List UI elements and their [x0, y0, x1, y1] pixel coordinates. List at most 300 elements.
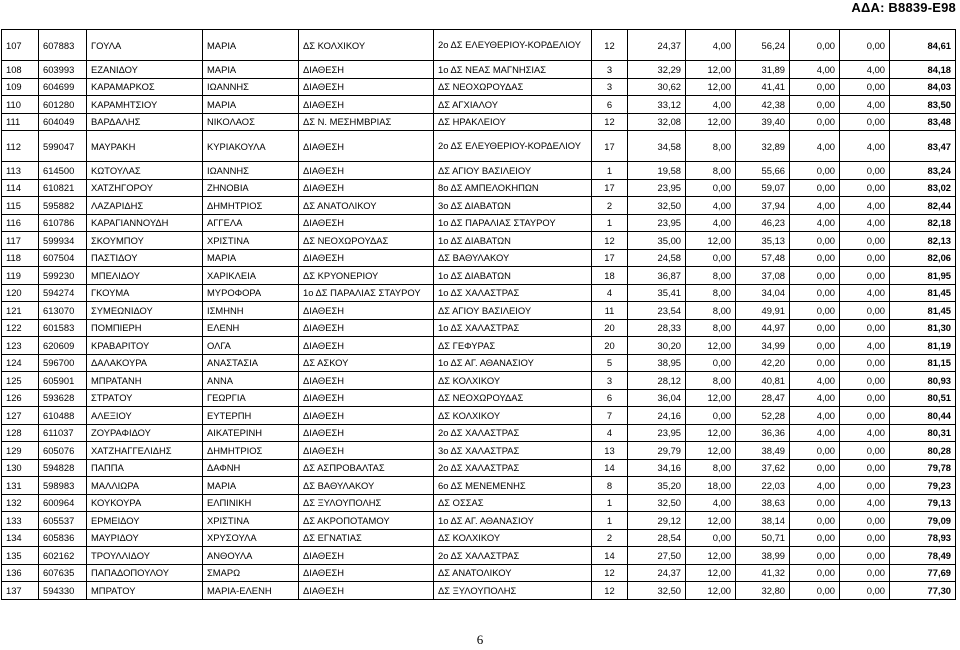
cell-score-c: 22,03	[736, 477, 790, 495]
cell-score-a: 30,62	[628, 78, 686, 96]
cell-target-school: 3ο ΔΣ ΧΑΛΑΣΤΡΑΣ	[434, 442, 592, 460]
cell-total-score: 81,45	[890, 284, 956, 302]
cell-area-code: 20	[592, 319, 628, 337]
cell-registry-no: 593628	[39, 389, 87, 407]
cell-score-b: 4,00	[686, 197, 736, 215]
cell-total-score: 81,30	[890, 319, 956, 337]
cell-surname: ΜΑΛΛΙΩΡΑ	[87, 477, 203, 495]
cell-origin-school: ΔΙΑΘΕΣΗ	[299, 407, 434, 425]
cell-score-e: 0,00	[840, 477, 890, 495]
cell-first-name: ΙΩΑΝΝΗΣ	[203, 78, 299, 96]
cell-surname: ΠΑΣΤΙΔΟΥ	[87, 249, 203, 267]
cell-score-a: 32,08	[628, 113, 686, 131]
cell-score-d: 0,00	[790, 179, 840, 197]
cell-total-score: 79,78	[890, 459, 956, 477]
cell-total-score: 83,47	[890, 131, 956, 162]
table-row	[2, 319, 956, 337]
cell-score-a: 28,54	[628, 529, 686, 547]
cell-seq-no: 121	[2, 302, 39, 320]
cell-registry-no: 601280	[39, 96, 87, 114]
cell-score-d: 0,00	[790, 494, 840, 512]
cell-target-school: ΔΣ ΗΡΑΚΛΕΙΟΥ	[434, 113, 592, 131]
cell-origin-school: 1ο ΔΣ ΠΑΡΑΛΙΑΣ ΣΤΑΥΡΟΥ	[299, 284, 434, 302]
cell-score-b: 8,00	[686, 284, 736, 302]
cell-total-score: 84,03	[890, 78, 956, 96]
cell-registry-no: 594274	[39, 284, 87, 302]
cell-score-e: 0,00	[840, 302, 890, 320]
cell-score-e: 0,00	[840, 512, 890, 530]
cell-score-d: 0,00	[790, 113, 840, 131]
cell-area-code: 4	[592, 284, 628, 302]
cell-score-e: 0,00	[840, 30, 890, 61]
cell-score-a: 23,95	[628, 424, 686, 442]
cell-area-code: 17	[592, 249, 628, 267]
cell-seq-no: 114	[2, 179, 39, 197]
cell-first-name: ΜΑΡΙΑ-ΕΛΕΝΗ	[203, 582, 299, 600]
cell-score-b: 4,00	[686, 494, 736, 512]
cell-seq-no: 107	[2, 30, 39, 61]
cell-origin-school: ΔΙΑΘΕΣΗ	[299, 547, 434, 565]
cell-target-school: ΔΣ ΚΟΛΧΙΚΟΥ	[434, 372, 592, 390]
cell-origin-school: ΔΙΑΘΕΣΗ	[299, 424, 434, 442]
cell-score-d: 0,00	[790, 529, 840, 547]
cell-surname: ΚΑΡΑΜΑΡΚΟΣ	[87, 78, 203, 96]
cell-score-e: 0,00	[840, 78, 890, 96]
cell-score-e: 4,00	[840, 96, 890, 114]
cell-score-d: 0,00	[790, 232, 840, 250]
cell-target-school: ΔΣ ΚΟΛΧΙΚΟΥ	[434, 407, 592, 425]
cell-area-code: 11	[592, 302, 628, 320]
page-number: 6	[476, 632, 484, 647]
cell-score-e: 4,00	[840, 197, 890, 215]
cell-score-a: 32,50	[628, 197, 686, 215]
cell-score-b: 0,00	[686, 249, 736, 267]
cell-first-name: ΧΡΙΣΤΙΝΑ	[203, 232, 299, 250]
cell-seq-no: 131	[2, 477, 39, 495]
cell-surname: ΚΑΡΑΜΗΤΣΙΟΥ	[87, 96, 203, 114]
cell-score-a: 23,95	[628, 179, 686, 197]
cell-seq-no: 110	[2, 96, 39, 114]
cell-seq-no: 111	[2, 113, 39, 131]
cell-total-score: 83,48	[890, 113, 956, 131]
cell-first-name: ΑΝΑΣΤΑΣΙΑ	[203, 354, 299, 372]
cell-surname: ΛΑΖΑΡΙΔΗΣ	[87, 197, 203, 215]
cell-first-name: ΑΙΚΑΤΕΡΙΝΗ	[203, 424, 299, 442]
cell-registry-no: 599230	[39, 267, 87, 285]
cell-score-e: 0,00	[840, 249, 890, 267]
cell-score-d: 0,00	[790, 547, 840, 565]
cell-area-code: 18	[592, 267, 628, 285]
cell-score-e: 0,00	[840, 389, 890, 407]
cell-total-score: 82,13	[890, 232, 956, 250]
cell-registry-no: 605836	[39, 529, 87, 547]
cell-origin-school: ΔΙΑΘΕΣΗ	[299, 564, 434, 582]
cell-seq-no: 128	[2, 424, 39, 442]
cell-origin-school: ΔΣ ΝΕΟΧΩΡΟΥΔΑΣ	[299, 232, 434, 250]
cell-score-c: 44,97	[736, 319, 790, 337]
cell-score-b: 8,00	[686, 319, 736, 337]
cell-score-d: 0,00	[790, 564, 840, 582]
cell-registry-no: 607883	[39, 30, 87, 61]
cell-score-c: 41,32	[736, 564, 790, 582]
cell-score-a: 29,12	[628, 512, 686, 530]
cell-score-c: 28,47	[736, 389, 790, 407]
cell-area-code: 17	[592, 179, 628, 197]
table-row	[2, 249, 956, 267]
table-row	[2, 424, 956, 442]
cell-area-code: 7	[592, 407, 628, 425]
table-row	[2, 284, 956, 302]
cell-target-school: ΔΣ ΑΓΙΟΥ ΒΑΣΙΛΕΙΟΥ	[434, 162, 592, 180]
cell-area-code: 12	[592, 564, 628, 582]
cell-score-b: 12,00	[686, 78, 736, 96]
cell-origin-school: ΔΙΑΘΕΣΗ	[299, 337, 434, 355]
cell-score-d: 4,00	[790, 61, 840, 79]
cell-target-school: 1ο ΔΣ ΠΑΡΑΛΙΑΣ ΣΤΑΥΡΟΥ	[434, 214, 592, 232]
cell-total-score: 78,49	[890, 547, 956, 565]
cell-score-e: 4,00	[840, 214, 890, 232]
cell-score-d: 4,00	[790, 389, 840, 407]
cell-surname: ΚΑΡΑΓΙΑΝΝΟΥΔΗ	[87, 214, 203, 232]
cell-origin-school: ΔΣ ΚΟΛΧΙΚΟΥ	[299, 30, 434, 61]
cell-score-c: 42,38	[736, 96, 790, 114]
cell-seq-no: 113	[2, 162, 39, 180]
cell-area-code: 12	[592, 582, 628, 600]
cell-area-code: 14	[592, 459, 628, 477]
cell-score-a: 32,50	[628, 494, 686, 512]
cell-first-name: ΜΑΡΙΑ	[203, 30, 299, 61]
cell-seq-no: 115	[2, 197, 39, 215]
cell-score-a: 30,20	[628, 337, 686, 355]
cell-score-b: 12,00	[686, 424, 736, 442]
cell-first-name: ΜΥΡΟΦΟΡΑ	[203, 284, 299, 302]
table-row	[2, 372, 956, 390]
cell-score-d: 0,00	[790, 162, 840, 180]
cell-origin-school: ΔΙΑΘΕΣΗ	[299, 442, 434, 460]
cell-area-code: 2	[592, 197, 628, 215]
table-row	[2, 197, 956, 215]
cell-score-b: 12,00	[686, 547, 736, 565]
cell-score-e: 0,00	[840, 113, 890, 131]
cell-score-e: 0,00	[840, 232, 890, 250]
cell-first-name: ΧΡΥΣΟΥΛΑ	[203, 529, 299, 547]
cell-target-school: 2ο ΔΣ ΧΑΛΑΣΤΡΑΣ	[434, 459, 592, 477]
cell-seq-no: 127	[2, 407, 39, 425]
cell-seq-no: 118	[2, 249, 39, 267]
cell-area-code: 1	[592, 214, 628, 232]
cell-score-b: 4,00	[686, 96, 736, 114]
cell-score-d: 4,00	[790, 424, 840, 442]
cell-registry-no: 610488	[39, 407, 87, 425]
cell-registry-no: 611037	[39, 424, 87, 442]
cell-score-e: 0,00	[840, 267, 890, 285]
cell-surname: ΑΛΕΞΙΟΥ	[87, 407, 203, 425]
cell-first-name: ΔΗΜΗΤΡΙΟΣ	[203, 442, 299, 460]
cell-score-d: 0,00	[790, 512, 840, 530]
cell-seq-no: 129	[2, 442, 39, 460]
cell-seq-no: 112	[2, 131, 39, 162]
cell-target-school: 2ο ΔΣ ΧΑΛΑΣΤΡΑΣ	[434, 547, 592, 565]
cell-score-d: 0,00	[790, 337, 840, 355]
cell-total-score: 80,28	[890, 442, 956, 460]
cell-first-name: ΑΓΓΕΛΑ	[203, 214, 299, 232]
cell-origin-school: ΔΙΑΘΕΣΗ	[299, 389, 434, 407]
cell-origin-school: ΔΙΑΘΕΣΗ	[299, 302, 434, 320]
cell-registry-no: 614500	[39, 162, 87, 180]
cell-registry-no: 599934	[39, 232, 87, 250]
cell-score-d: 0,00	[790, 582, 840, 600]
cell-target-school: ΔΣ ΒΑΘΥΛΑΚΟΥ	[434, 249, 592, 267]
table-row	[2, 267, 956, 285]
table-row	[2, 547, 956, 565]
cell-seq-no: 109	[2, 78, 39, 96]
cell-score-c: 38,99	[736, 547, 790, 565]
cell-score-d: 0,00	[790, 78, 840, 96]
cell-score-c: 36,36	[736, 424, 790, 442]
cell-origin-school: ΔΙΑΘΕΣΗ	[299, 372, 434, 390]
table-row	[2, 529, 956, 547]
cell-score-e: 0,00	[840, 582, 890, 600]
cell-score-b: 12,00	[686, 61, 736, 79]
cell-origin-school: ΔΙΑΘΕΣΗ	[299, 249, 434, 267]
cell-origin-school: ΔΣ ΚΡΥΟΝΕΡΙΟΥ	[299, 267, 434, 285]
cell-score-c: 42,20	[736, 354, 790, 372]
cell-score-a: 23,54	[628, 302, 686, 320]
cell-surname: ΒΑΡΔΑΛΗΣ	[87, 113, 203, 131]
cell-total-score: 84,18	[890, 61, 956, 79]
cell-registry-no: 607635	[39, 564, 87, 582]
cell-score-c: 34,04	[736, 284, 790, 302]
cell-total-score: 83,50	[890, 96, 956, 114]
cell-score-a: 19,58	[628, 162, 686, 180]
cell-target-school: 2ο ΔΣ ΕΛΕΥΘΕΡΙΟΥ-ΚΟΡΔΕΛΙΟΥ	[434, 30, 592, 61]
cell-score-c: 38,14	[736, 512, 790, 530]
cell-seq-no: 134	[2, 529, 39, 547]
cell-area-code: 3	[592, 372, 628, 390]
cell-origin-school: ΔΣ ΒΑΘΥΛΑΚΟΥ	[299, 477, 434, 495]
cell-score-c: 52,28	[736, 407, 790, 425]
cell-score-b: 12,00	[686, 232, 736, 250]
cell-score-a: 33,12	[628, 96, 686, 114]
cell-target-school: 1ο ΔΣ ΑΓ. ΑΘΑΝΑΣΙΟΥ	[434, 512, 592, 530]
cell-score-e: 0,00	[840, 354, 890, 372]
cell-origin-school: ΔΣ ΕΓΝΑΤΙΑΣ	[299, 529, 434, 547]
cell-total-score: 82,06	[890, 249, 956, 267]
cell-total-score: 82,18	[890, 214, 956, 232]
cell-origin-school: ΔΙΑΘΕΣΗ	[299, 162, 434, 180]
cell-target-school: ΔΣ ΑΝΑΤΟΛΙΚΟΥ	[434, 564, 592, 582]
cell-first-name: ΕΛΕΝΗ	[203, 319, 299, 337]
cell-registry-no: 603993	[39, 61, 87, 79]
cell-surname: ΚΡΑΒΑΡΙΤΟΥ	[87, 337, 203, 355]
cell-score-b: 12,00	[686, 442, 736, 460]
cell-first-name: ΣΜΑΡΩ	[203, 564, 299, 582]
cell-score-a: 24,58	[628, 249, 686, 267]
cell-score-c: 32,89	[736, 131, 790, 162]
cell-total-score: 78,93	[890, 529, 956, 547]
cell-target-school: 1ο ΔΣ ΔΙΑΒΑΤΩΝ	[434, 232, 592, 250]
cell-surname: ΣΤΡΑΤΟΥ	[87, 389, 203, 407]
cell-registry-no: 602162	[39, 547, 87, 565]
cell-score-b: 12,00	[686, 564, 736, 582]
cell-origin-school: ΔΣ ΞΥΛΟΥΠΟΛΗΣ	[299, 494, 434, 512]
cell-target-school: ΔΣ ΑΓΧΙΑΛΟΥ	[434, 96, 592, 114]
cell-score-e: 4,00	[840, 424, 890, 442]
cell-score-a: 24,37	[628, 564, 686, 582]
cell-first-name: ΑΝΘΟΥΛΑ	[203, 547, 299, 565]
table-row	[2, 459, 956, 477]
cell-total-score: 84,61	[890, 30, 956, 61]
cell-seq-no: 137	[2, 582, 39, 600]
table-row	[2, 564, 956, 582]
cell-origin-school: ΔΙΑΘΕΣΗ	[299, 61, 434, 79]
cell-origin-school: ΔΙΑΘΕΣΗ	[299, 319, 434, 337]
cell-seq-no: 120	[2, 284, 39, 302]
cell-surname: ΜΠΕΛΙΔΟΥ	[87, 267, 203, 285]
cell-score-b: 12,00	[686, 113, 736, 131]
cell-surname: ΜΑΥΡΑΚΗ	[87, 131, 203, 162]
cell-area-code: 12	[592, 113, 628, 131]
cell-score-a: 36,04	[628, 389, 686, 407]
cell-registry-no: 600964	[39, 494, 87, 512]
cell-registry-no: 604049	[39, 113, 87, 131]
cell-surname: ΧΑΤΖΗΓΟΡΟΥ	[87, 179, 203, 197]
table-row	[2, 442, 956, 460]
cell-score-c: 38,63	[736, 494, 790, 512]
cell-score-e: 4,00	[840, 61, 890, 79]
cell-registry-no: 610821	[39, 179, 87, 197]
cell-seq-no: 117	[2, 232, 39, 250]
cell-total-score: 77,30	[890, 582, 956, 600]
cell-seq-no: 136	[2, 564, 39, 582]
cell-total-score: 80,44	[890, 407, 956, 425]
cell-score-d: 0,00	[790, 284, 840, 302]
cell-score-c: 31,89	[736, 61, 790, 79]
cell-area-code: 3	[592, 78, 628, 96]
cell-registry-no: 613070	[39, 302, 87, 320]
cell-target-school: 1ο ΔΣ ΑΓ. ΑΘΑΝΑΣΙΟΥ	[434, 354, 592, 372]
cell-registry-no: 596700	[39, 354, 87, 372]
cell-total-score: 83,24	[890, 162, 956, 180]
cell-area-code: 1	[592, 494, 628, 512]
cell-score-c: 57,48	[736, 249, 790, 267]
cell-area-code: 12	[592, 232, 628, 250]
cell-score-a: 32,29	[628, 61, 686, 79]
cell-score-d: 4,00	[790, 197, 840, 215]
cell-registry-no: 607504	[39, 249, 87, 267]
cell-surname: ΔΑΛΑΚΟΥΡΑ	[87, 354, 203, 372]
cell-surname: ΖΟΥΡΑΦΙΔΟΥ	[87, 424, 203, 442]
cell-seq-no: 125	[2, 372, 39, 390]
cell-score-d: 0,00	[790, 459, 840, 477]
cell-target-school: ΔΣ ΝΕΟΧΩΡΟΥΔΑΣ	[434, 78, 592, 96]
cell-score-c: 41,41	[736, 78, 790, 96]
cell-surname: ΧΑΤΖΗΑΓΓΕΛΙΔΗΣ	[87, 442, 203, 460]
cell-score-a: 35,00	[628, 232, 686, 250]
cell-area-code: 1	[592, 162, 628, 180]
table-row	[2, 214, 956, 232]
cell-score-d: 4,00	[790, 372, 840, 390]
cell-area-code: 20	[592, 337, 628, 355]
cell-score-a: 35,41	[628, 284, 686, 302]
cell-first-name: ΧΡΙΣΤΙΝΑ	[203, 512, 299, 530]
cell-registry-no: 605901	[39, 372, 87, 390]
cell-score-a: 36,87	[628, 267, 686, 285]
cell-score-c: 38,49	[736, 442, 790, 460]
cell-registry-no: 601583	[39, 319, 87, 337]
cell-area-code: 13	[592, 442, 628, 460]
cell-registry-no: 620609	[39, 337, 87, 355]
cell-surname: ΓΚΟΥΜΑ	[87, 284, 203, 302]
cell-registry-no: 605076	[39, 442, 87, 460]
cell-target-school: 2ο ΔΣ ΧΑΛΑΣΤΡΑΣ	[434, 424, 592, 442]
cell-score-b: 8,00	[686, 131, 736, 162]
cell-total-score: 80,51	[890, 389, 956, 407]
cell-first-name: ΕΛΠΙΝΙΚΗ	[203, 494, 299, 512]
cell-seq-no: 133	[2, 512, 39, 530]
cell-score-d: 0,00	[790, 302, 840, 320]
cell-surname: ΣΥΜΕΩΝΙΔΟΥ	[87, 302, 203, 320]
cell-surname: ΚΟΥΚΟΥΡΑ	[87, 494, 203, 512]
cell-score-e: 4,00	[840, 284, 890, 302]
cell-registry-no: 598983	[39, 477, 87, 495]
cell-score-a: 29,79	[628, 442, 686, 460]
cell-target-school: 1ο ΔΣ ΧΑΛΑΣΤΡΑΣ	[434, 284, 592, 302]
cell-score-c: 37,08	[736, 267, 790, 285]
cell-score-a: 24,16	[628, 407, 686, 425]
cell-score-a: 24,37	[628, 30, 686, 61]
cell-score-c: 35,13	[736, 232, 790, 250]
cell-score-a: 38,95	[628, 354, 686, 372]
cell-total-score: 81,95	[890, 267, 956, 285]
cell-score-e: 0,00	[840, 319, 890, 337]
cell-score-c: 46,23	[736, 214, 790, 232]
cell-total-score: 79,09	[890, 512, 956, 530]
cell-score-d: 4,00	[790, 477, 840, 495]
cell-score-e: 4,00	[840, 494, 890, 512]
table-row	[2, 78, 956, 96]
cell-origin-school: ΔΣ ΑΣΚΟΥ	[299, 354, 434, 372]
cell-score-b: 12,00	[686, 389, 736, 407]
cell-score-b: 12,00	[686, 512, 736, 530]
cell-seq-no: 126	[2, 389, 39, 407]
cell-surname: ΕΖΑΝΙΔΟΥ	[87, 61, 203, 79]
table-row	[2, 96, 956, 114]
cell-score-e: 0,00	[840, 407, 890, 425]
cell-score-b: 4,00	[686, 30, 736, 61]
cell-total-score: 80,31	[890, 424, 956, 442]
cell-area-code: 2	[592, 529, 628, 547]
cell-area-code: 8	[592, 477, 628, 495]
cell-origin-school: ΔΣ ΑΚΡΟΠΟΤΑΜΟΥ	[299, 512, 434, 530]
table-row	[2, 407, 956, 425]
cell-score-e: 0,00	[840, 162, 890, 180]
cell-score-b: 0,00	[686, 407, 736, 425]
cell-score-a: 35,20	[628, 477, 686, 495]
cell-total-score: 79,23	[890, 477, 956, 495]
cell-first-name: ΕΥΤΕΡΠΗ	[203, 407, 299, 425]
cell-surname: ΠΑΠΠΑ	[87, 459, 203, 477]
cell-first-name: ΔΑΦΝΗ	[203, 459, 299, 477]
cell-score-d: 0,00	[790, 96, 840, 114]
cell-first-name: ΟΛΓΑ	[203, 337, 299, 355]
cell-registry-no: 604699	[39, 78, 87, 96]
table-row	[2, 162, 956, 180]
cell-target-school: ΔΣ ΑΓΙΟΥ ΒΑΣΙΛΕΙΟΥ	[434, 302, 592, 320]
cell-score-a: 28,12	[628, 372, 686, 390]
cell-total-score: 79,13	[890, 494, 956, 512]
cell-score-a: 27,50	[628, 547, 686, 565]
